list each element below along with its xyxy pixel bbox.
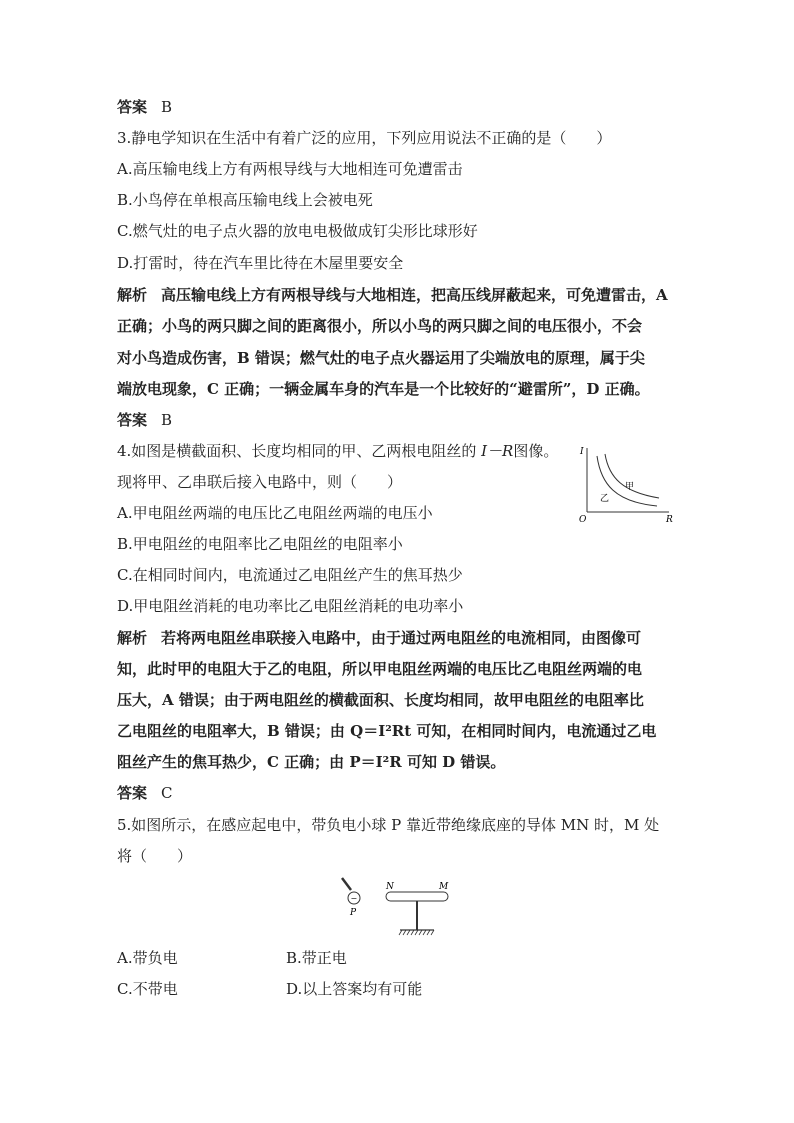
q4-stem-end: 图像。 [513,442,559,460]
q4-analysis-line-2: 知，此时甲的电阻大于乙的电阻，所以甲电阻丝两端的电压比乙电阻丝两端的电 [117,660,643,678]
ground-hatch [399,930,434,935]
q3-option-a: A.高压输电线上方有两根导线与大地相连可免遭雷击 [117,160,463,178]
graph-origin-label: O [579,515,587,525]
q4-stem-line-1 [117,441,558,461]
q4-analysis-line-5: 阻丝产生的焦耳热少，C 正确；由 P＝I²R 可知 D 错误。 [117,753,506,771]
graph-y-label: I [580,447,584,457]
answer-value: B [161,98,173,116]
q2-answer [117,97,172,117]
ball-rod [342,878,351,890]
graph-x-label: R [666,515,673,525]
q5-figure [332,872,462,940]
q3-option-c: C.燃气灶的电子点火器的放电电极做成钉尖形比球形好 [117,222,478,240]
q4-option-c: C.在相同时间内，电流通过乙电阻丝产生的焦耳热少 [117,566,463,584]
q4-analysis-line-3: 压大，A 错误；由于两电阻丝的横截面积、长度均相同，故甲电阻丝的电阻率比 [117,691,644,709]
q4-stem-line-2: 现将甲、乙串联后接入电路中，则（ ） [117,473,403,491]
conductor-mn [386,892,448,901]
q4-analysis-line-4: 乙电阻丝的电阻率大，B 错误；由 Q＝I²Rt 可知，在相同时间内，电流通过乙电 [117,722,657,740]
answer-label: 答案 [117,98,148,116]
q3-analysis-text-1: 高压输电线上方有两根导线与大地相连，把高压线屏蔽起来，可免遭雷击，A [161,286,668,304]
q4-ir-graph [575,444,680,526]
answer-value: B [161,411,173,429]
q4-stem-text: 4.如图是横截面积、长度均相同的甲、乙两根电阻丝的 [117,442,477,460]
ball-label: P [350,908,357,918]
q3-analysis-line-1 [117,285,668,305]
q3-stem: 3.静电学知识在生活中有着广泛的应用，下列应用说法不正确的是（ ） [117,129,612,147]
q5-option-c: C.不带电 [117,980,178,998]
q3-option-b: B.小鸟停在单根高压输电线上会被电死 [117,191,373,209]
q5-stem-line-2: 将（ ） [117,847,193,865]
q4-analysis-text-1: 若将两电阻丝串联接入电路中，由于通过两电阻丝的电流相同，由图像可 [161,629,642,647]
q3-option-d: D.打雷时，待在汽车里比待在木屋里要安全 [117,254,404,272]
answer-value: C [161,784,173,802]
answer-label: 答案 [117,784,148,802]
answer-label: 答案 [117,411,148,429]
q4-stem-variable: I－R [481,442,514,460]
q4-option-b: B.甲电阻丝的电阻率比乙电阻丝的电阻率小 [117,535,403,553]
q4-analysis-line-1 [117,628,641,648]
q3-analysis-line-3: 对小鸟造成伤害，B 错误；燃气灶的电子点火器运用了尖端放电的原理，属于尖 [117,349,645,367]
q4-option-d: D.甲电阻丝消耗的电功率比乙电阻丝消耗的电功率小 [117,597,464,615]
q4-answer [117,783,173,803]
q5-option-b: B.带正电 [286,949,347,967]
graph-curve-b-label: 乙 [600,494,610,504]
q5-stem-line-1: 5.如图所示，在感应起电中，带负电小球 P 靠近带绝缘底座的导体 MN 时，M 处 [117,816,660,834]
q3-answer [117,410,172,430]
graph-curve-a-label: 甲 [625,482,635,492]
end-n-label: N [386,882,394,892]
end-m-label: M [439,882,449,892]
q3-analysis-line-2: 正确；小鸟的两只脚之间的距离很小，所以小鸟的两只脚之间的电压很小，不会 [117,317,643,335]
q5-option-d: D.以上答案均有可能 [286,980,423,998]
ball-charge-sign: − [350,894,358,903]
analysis-label: 解析 [117,629,148,647]
q3-analysis-line-4: 端放电现象，C 正确；一辆金属车身的汽车是一个比较好的“避雷所”，D 正确。 [117,380,650,398]
q5-option-a: A.带负电 [117,949,178,967]
q4-option-a: A.甲电阻丝两端的电压比乙电阻丝两端的电压小 [117,504,433,522]
analysis-label: 解析 [117,286,148,304]
